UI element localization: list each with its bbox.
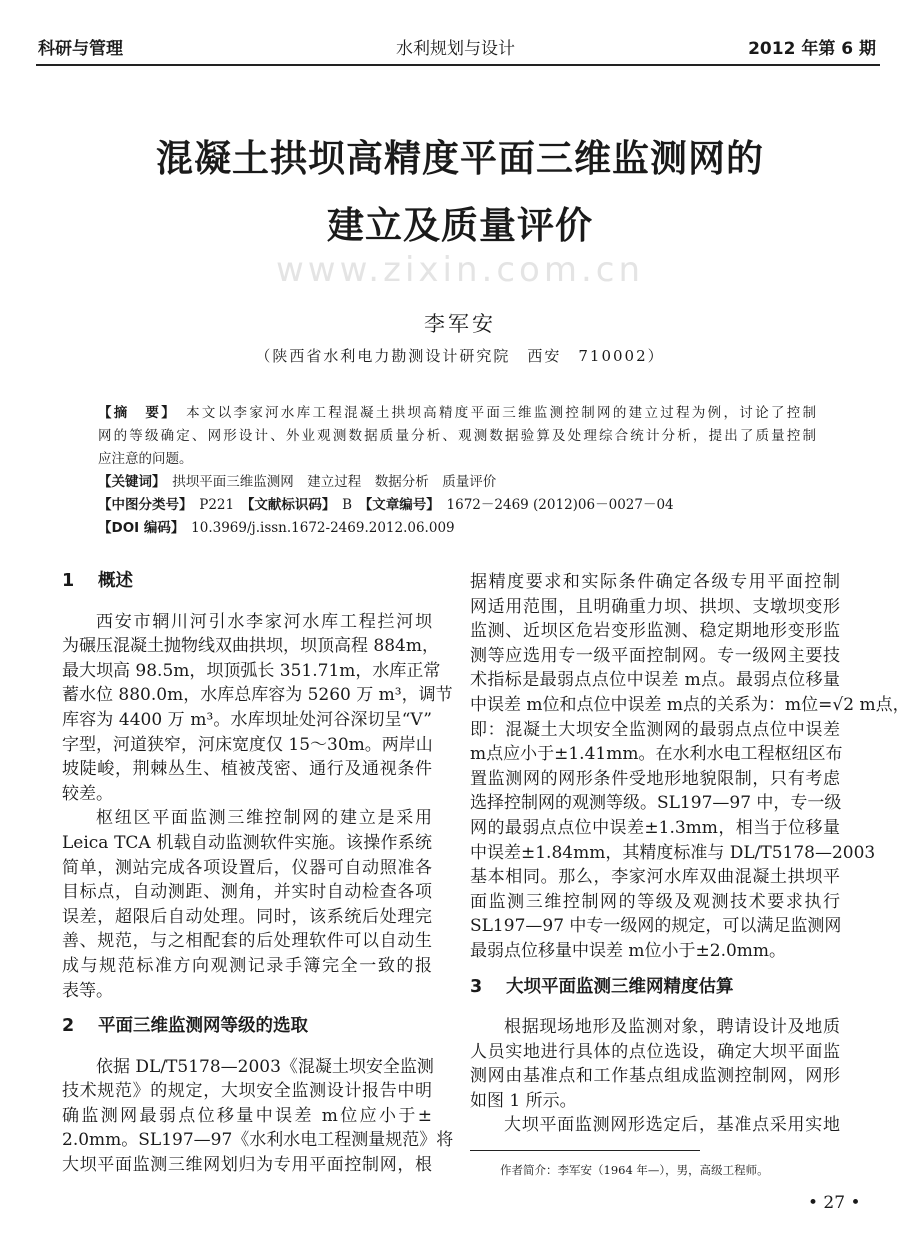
section-heading (62, 569, 432, 594)
text-line: 善、规范，与之相配套的后处理软件可以自动生 (62, 931, 432, 952)
text-line: 测网由基准点和工作基点组成监测控制网，网形 (470, 1066, 840, 1087)
text-line: 坡陡峻，荆棘丛生、植被茂密、通行及通视条件 (62, 759, 432, 780)
section-number: 1 (62, 571, 75, 591)
text-line: 面监测三维控制网的等级及观测技术要求执行 (470, 891, 840, 912)
doccode: B (342, 497, 353, 513)
text-line: 成与规范标准方向观测记录手簿完全一致的报 (62, 955, 432, 976)
abstract-label: 【摘 要】 (98, 405, 171, 421)
text-line: 选择控制网的观测等级。SL197—97 中，专一级 (470, 793, 842, 814)
classification-line (98, 494, 816, 517)
affiliation: （陕西省水利电力勘测设计研究院 西安 710002） (255, 347, 665, 365)
text-line: 基本相同。那么，李家河水库双曲混凝土拱坝平 (470, 867, 840, 888)
text-line: 根据现场地形及监测对象，聘请设计及地质 (504, 1017, 840, 1038)
section-title: 大坝平面监测三维网精度估算 (506, 976, 734, 997)
title-line-2: 建立及质量评价 (327, 204, 593, 247)
text-line: 大坝平面监测网形选定后，基准点采用实地 (504, 1115, 840, 1136)
section-number: 3 (470, 976, 483, 997)
paragraph (470, 570, 910, 964)
text-line: 中误差±1.84mm，其精度标准与 DL/T5178—2003 (470, 842, 876, 863)
text-line: 确监测网最弱点位移量中误差 m位应小于± (62, 1105, 432, 1126)
header-rule (36, 64, 880, 66)
text-line: 据精度要求和实际条件确定各级专用平面控制 (470, 572, 840, 592)
text-line: 目标点，自动测距、测角，并实时自动检查各项 (62, 882, 432, 903)
keywords-label: 【关键词】 (98, 474, 159, 490)
text-line: 字型，河道狭窄，河床宽度仅 15～30m。两岸山 (62, 734, 433, 755)
keywords-line (98, 471, 816, 494)
abstract-block (98, 402, 816, 540)
left-column (62, 569, 454, 1178)
text-line: 网适用范围，且明确重力坝、拱坝、支墩坝变形 (470, 596, 840, 617)
paragraph (62, 806, 432, 1003)
text-line: 网的最弱点点位中误差±1.3mm，相当于位移量 (470, 817, 840, 838)
text-line: 2.0mm。SL197—97《水利水电工程测量规范》将 (62, 1130, 454, 1151)
text-line: 人员实地进行具体的点位选设，确定大坝平面监 (470, 1041, 840, 1062)
abstract-line (98, 402, 816, 425)
doi: 10.3969/j.issn.1672-2469.2012.06.009 (191, 520, 455, 536)
paragraph (62, 610, 453, 807)
text-line: 蓄水位 880.0m，水库总库容为 5260 万 m³，调节 (62, 685, 453, 706)
section-heading (62, 1014, 432, 1039)
text-line: 简单，测站完成各项设置后，仪器可自动照准各 (62, 857, 432, 878)
clc: P221 (199, 497, 235, 513)
paragraph (62, 1055, 454, 1178)
text-line: 枢纽区平面监测三维控制网的建立是采用 (96, 808, 432, 829)
articleno-label: 【文章编号】 (365, 497, 434, 513)
text-line: 中误差 m位和点位中误差 m点的关系为：m位=√2 m点， (470, 694, 910, 715)
paragraph (470, 1015, 840, 1113)
text-line: 测等应选用专一级平面控制网。专一级网主要技 (470, 645, 840, 666)
text-line: 为碾压混凝土抛物线双曲拱坝，坝顶高程 884m， (62, 636, 439, 657)
section-heading (470, 975, 840, 1000)
text-line: SL197—97 中专一级网的规定，可以满足监测网 (470, 916, 842, 937)
doi-line (98, 517, 816, 540)
right-column (470, 570, 910, 1138)
section-title: 概述 (98, 571, 133, 591)
text-line: 大坝平面监测三维网划归为专用平面控制网，根 (62, 1155, 432, 1176)
header-journal: 水利规划与设计 (396, 39, 515, 59)
clc-label: 【中图分类号】 (98, 497, 186, 513)
text-line: 较差。 (62, 783, 113, 804)
text-line: 库容为 4400 万 m³。水库坝址处河谷深切呈“V” (62, 709, 432, 730)
text-line: 如图 1 所示。 (470, 1090, 577, 1111)
abstract-line: 应注意的问题。 (98, 451, 193, 467)
text-line: 误差，超限后自动处理。同时，该系统后处理完 (62, 906, 432, 927)
text-line: 最大坝高 98.5m，坝顶弧长 351.71m，水库正常 (62, 660, 441, 681)
doccode-label: 【文献标识码】 (247, 497, 329, 513)
text-line: 依据 DL/T5178—2003《混凝土坝安全监测 (96, 1056, 434, 1077)
watermark: www.zixin.com.cn (276, 250, 644, 290)
keywords: 拱坝平面三维监测网 建立过程 数据分析 质量评价 (172, 474, 497, 490)
header-section: 科研与管理 (38, 39, 123, 59)
title-line-1: 混凝土拱坝高精度平面三维监测网的 (156, 137, 764, 180)
text-line: 表等。 (62, 980, 113, 1001)
footnote-rule (470, 1150, 700, 1151)
footnote: 作者简介：李军安（1964 年—），男，高级工程师。 (500, 1163, 769, 1177)
section-title: 平面三维监测网等级的选取 (98, 1016, 308, 1037)
header-issue: 2012 年第 6 期 (748, 39, 876, 59)
author: 李军安 (424, 312, 496, 336)
doi-label: 【DOI 编码】 (98, 520, 178, 536)
text-line: 置监测网的网形条件受地形地貌限制，只有考虑 (470, 768, 840, 789)
text-line: Leica TCA 机载自动监测软件实施。该操作系统 (62, 832, 432, 853)
abstract-line: 网的等级确定、网形设计、外业观测数据质量分析、观测数据验算及处理综合统计分析，提出了质量控制 (98, 428, 816, 444)
text-line: 监测、近坝区危岩变形监测、稳定期地形变形监 (470, 621, 840, 642)
section-number: 2 (62, 1016, 75, 1037)
text-line: 技术规范》的规定，大坝安全监测设计报告中明 (62, 1081, 432, 1102)
text-line: 即：混凝土大坝安全监测网的最弱点点位中误差 (470, 719, 840, 740)
text-line: 西安市辋川河引水李家河水库工程拦河坝 (96, 611, 432, 632)
paragraph (470, 1113, 840, 1138)
text-line: m点应小于±1.41mm。在水利水电工程枢纽区布 (470, 744, 843, 765)
text-line: 术指标是最弱点点位中误差 m点。最弱点位移量 (470, 670, 840, 691)
articleno: 1672－2469 (2012)06－0027－04 (446, 497, 674, 513)
page-number: • 27 • (808, 1193, 861, 1213)
text-line: 最弱点位移量中误差 m位小于±2.0mm。 (470, 940, 787, 961)
abstract-text: 本文以李家河水库工程混凝土拱坝高精度平面三维监测控制网的建立过程为例，讨论了控制 (186, 405, 817, 421)
